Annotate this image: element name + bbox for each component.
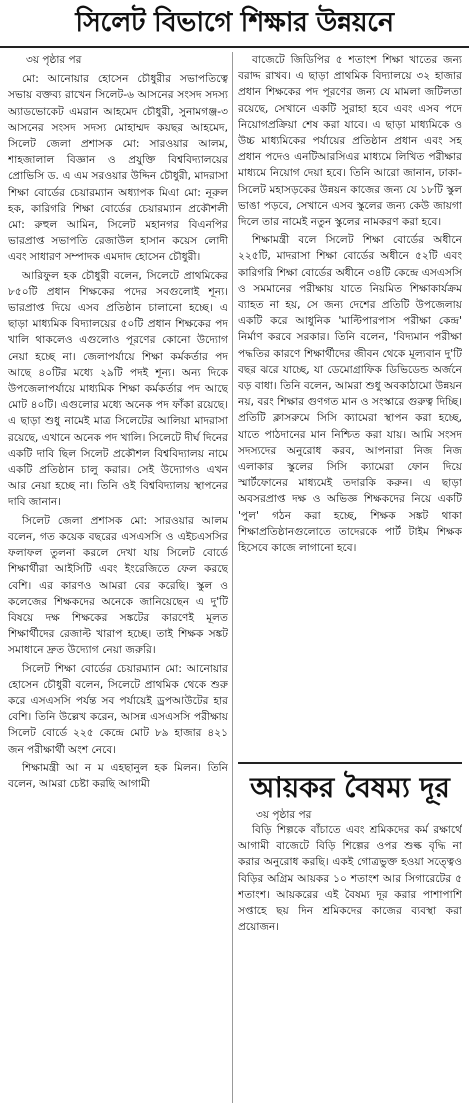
story2-body <box>238 822 462 1103</box>
paragraph: মো: আনোয়ার হোসেন চৌধুরীর সভাপতিত্বে সভায় বক্তব্য রাখেন সিলেট-৬ আসনের সংসদ সদস্য অ্যাডভোকেট এমরান আহমেদ চৌধুরী, সুনামগঞ্জ-৩ আসনের সংসদ সদস্য মোহাম্মদ কয়ছর আহমেদ, সিলেট জেলা প্রশাসক মো: সারওয়ার আলম, শাহজালাল বিজ্ঞান ও প্রযুক্তি বিশ্ববিদ্যালয়ের প্রোভিসি ড. এ এম সরওয়ার উদ্দিন চৌধুরী, মাদরাসা শিক্ষা বোর্ডের চেয়ারম্যান অধ্যাপক মিএা মো: নূরুল হক, কারিগরি শিক্ষা বোর্ডের চেয়ারম্যান প্রকৌশলী মো: রুহুল আমিন, সিলেট মহানগর বিএনপির ভারপ্রাপ্ত সভাপতি রেজাউল হাসান কয়েস লোদী এবং সাধারণ সম্পাদক এমদাদ হোসেন চৌধুরী। <box>8 73 228 264</box>
paragraph: শিক্ষামন্ত্রী আ ন ম এহছানুল হক মিলন। তিনি বলেন, আমরা চেষ্টা করছি আগামী <box>8 761 228 790</box>
right-column-text <box>238 52 462 758</box>
paragraph: বিড়ি শিল্পকে বাঁচাতে এবং শ্রমিকদের কর্ম রক্ষার্থে আগামী বাজেটে বিড়ি শিল্পের ওপর শুল্ক বৃদ্ধি না করার অনুরোধ করছি। একই গোত্রভুক্ত হওয়া সত্ত্বেও বিড়ির অগ্রিম আয়কর ১০ শতাংশ আর সিগারেটের ৫ শতাংশ। আয়করের এই বৈষম্য দূর করার পাশাপাশি সপ্তাহে ছয় দিন শ্রমিকদের কাজের ব্যবস্থা করা প্রয়োজন। <box>238 824 462 934</box>
headline: সিলেট বিভাগে শিক্ষার উন্নয়নে <box>0 0 469 48</box>
left-column <box>8 52 228 1103</box>
paragraph: আরিফুল হক চৌধুরী বলেন, সিলেটে প্রাথমিকের ৮৫০টি প্রধান শিক্ষকের পদের সবগুলোই শূন্য। ভারপ্রাপ্ত দিয়ে এসব প্রতিষ্ঠান চালানো হচ্ছে। এ ছাড়া মাধ্যমিক বিদ্যালয়ের ৫০টি প্রধান শিক্ষকের পদ খালি থাকলেও এগুলোও পূরণের কোনো উদ্যোগ নেয়া হচ্ছে না। জেলাপর্যায়ে শিক্ষা কর্মকর্তার পদ আছে ৪০টির মধ্যে ২৯টি পদই শূন্য। অন্য দিকে উপজেলাপর্যায়ে মাধ্যমিক শিক্ষা কর্মকর্তার পদ আছে মোট ৪০টি। এগুলোর মধ্যে অনেক পদ ফাঁকা রয়েছে। এ ছাড়া শুধু নামেই মাত্র সিলেটের আলিয়া মাদরাসা রয়েছে, এখানে অনেক পদ খালি। সিলেটে দীর্ঘ দিনের একটি দাবি ছিল সিলেট প্রকৌশল বিশ্ববিদ্যালয় নামে একটি প্রতিষ্ঠান চালু করার। সেই উদ্যোগও এখন আর নেয়া হচ্ছে না। তিনি ওই বিশ্ববিদ্যালয় স্থাপনের দাবি জানান। <box>8 269 228 509</box>
paragraph: বাজেটে জিডিপির ৫ শতাংশ শিক্ষা খাতের জন্য বরাদ্দ রাখব। এ ছাড়া প্রাথমিক বিদ্যালয়ে ৩২ হাজার প্রধান শিক্ষকের পদ পূরণের জন্য যে মামলা জটিলতা রয়েছে, সেখানে একটি সুরাহা হবে এবং এসব পদে নিয়োগপ্রক্রিয়া শেষ করা যাবে। এ ছাড়া মাধ্যমিকে ও উচ্চ মাধ্যমিকের পর্যায়ের প্রতিষ্ঠান প্রধান এবং সহ প্রধান পদেও এনটিআরসিএর মাধ্যমে লিখিত পরীক্ষার মাধ্যমে নিয়োগ দেয়া হবে। তিনি আরো জানান, ঢাকা-সিলেট মহাসড়কের উন্নয়ন কাজের জন্য যে ১৮টি স্কুল ভাঙা পড়বে, সেখানে এসব স্কুলের জন্য কেউ জায়গা দিলে তার নামেই নতুন স্কুলের নামকরণ করা হবে। <box>238 54 462 229</box>
column-divider <box>232 52 233 1103</box>
paragraph: শিক্ষামন্ত্রী বলে সিলেট শিক্ষা বোর্ডের অধীনে ২২৫টি, মাদরাসা শিক্ষা বোর্ডের অধীনে ৫২টি এবং কারিগরি শিক্ষা বোর্ডের অধীনে ৩৪টি কেন্দ্রে এসএসসি ও সমমানের পরীক্ষায় যাতে নিয়মিত শিক্ষাকার্যক্রম ব্যাহত না হয়, সে জন্য দেশের প্রতিটি উপজেলায় একটি করে আধুনিক 'মাল্টিপারপাস পরীক্ষা কেন্দ্র' নির্মাণ করবে সরকার। তিনি বলেন, 'বিদ্যমান পরীক্ষা পদ্ধতির কারণে শিক্ষার্থীদের জীবন থেকে মূল্যবান দু'টি বছর ঝরে যাচ্ছে, যা ডেমোগ্রাফিক ডিভিডেন্ড অর্জনে বড় বাধা। তিনি বলেন, আমরা শুধু অবকাঠামো উন্নয়ন নয়, বরং শিক্ষার গুণগত মান ও সংস্কারে গুরুত্ব দিচ্ছি। প্রতিটি ক্লাসরুমে সিসি ক্যামেরা স্থাপন করা হচ্ছে, যাতে পাঠদানের মান নিশ্চিত করা যায়। আমি সংসদ সদস্যদের অনুরোধ করব, আপনারা নিজ নিজ এলাকার স্কুলের সিসি ক্যামেরা ফোন দিয়ে স্মার্টফোনের মাধ্যমেই তদারকি করুন। এ ছাড়া অবসরপ্রাপ্ত দক্ষ ও অভিজ্ঞ শিক্ষকদের নিয়ে একটি 'পুল' গঠন করা হচ্ছে, শিক্ষক সঙ্কট থাকা শিক্ষাপ্রতিষ্ঠানগুলোতে তাদেরকে পার্ট টাইম শিক্ষক হিসেবে কাজে লাগানো হবে। <box>238 234 462 555</box>
story-separator <box>238 762 462 764</box>
paragraph: সিলেট শিক্ষা বোর্ডের চেয়ারম্যান মো: আনোয়ার হোসেন চৌধুরী বলেন, সিলেটে প্রাথমিক থেকে শুরু করে এসএসসি পর্যন্ত সব পর্যায়েই ড্রপআউটের হার বেশি। তিনি উল্লেখ করেন, আসন্ন এসএসসি পরীক্ষায় সিলেট বোর্ডে ২২৫ কেন্দ্রে মোট ৮৯ হাজার ৪২১ জন পরীক্ষার্থী অংশ নেবে। <box>8 662 228 756</box>
continued-from: ৩য় পৃষ্ঠার পর <box>26 54 82 66</box>
story2-headline: আয়কর বৈষম্য দূর <box>250 771 450 804</box>
story2-continued-from: ৩য় পৃষ্ঠার পর <box>256 809 312 821</box>
paragraph: সিলেট জেলা প্রশাসক মো: সারওয়ার আলম বলেন, গত কয়েক বছরের এসএসসি ও এইচএসসির ফলাফল তুলনা করলে দেখা যায় সিলেট বোর্ডে শিক্ষার্থীরা আইসিটি এবং ইংরেজিতে ফেল করছে বেশি। এর কারণও আমরা বের করেছি। স্কুল ও কলেজের শিক্ষকদের অনেকে জানিয়েছেন এ দু'টি বিষয়ে দক্ষ শিক্ষকের সঙ্কটের কারণেই মূলত শিক্ষার্থীদের রেজাল্ট খারাপ হচ্ছে। তাই শিক্ষক সঙ্কট সমাধানে দ্রুত উদ্যোগ নেয়া জরুরি। <box>8 514 228 657</box>
